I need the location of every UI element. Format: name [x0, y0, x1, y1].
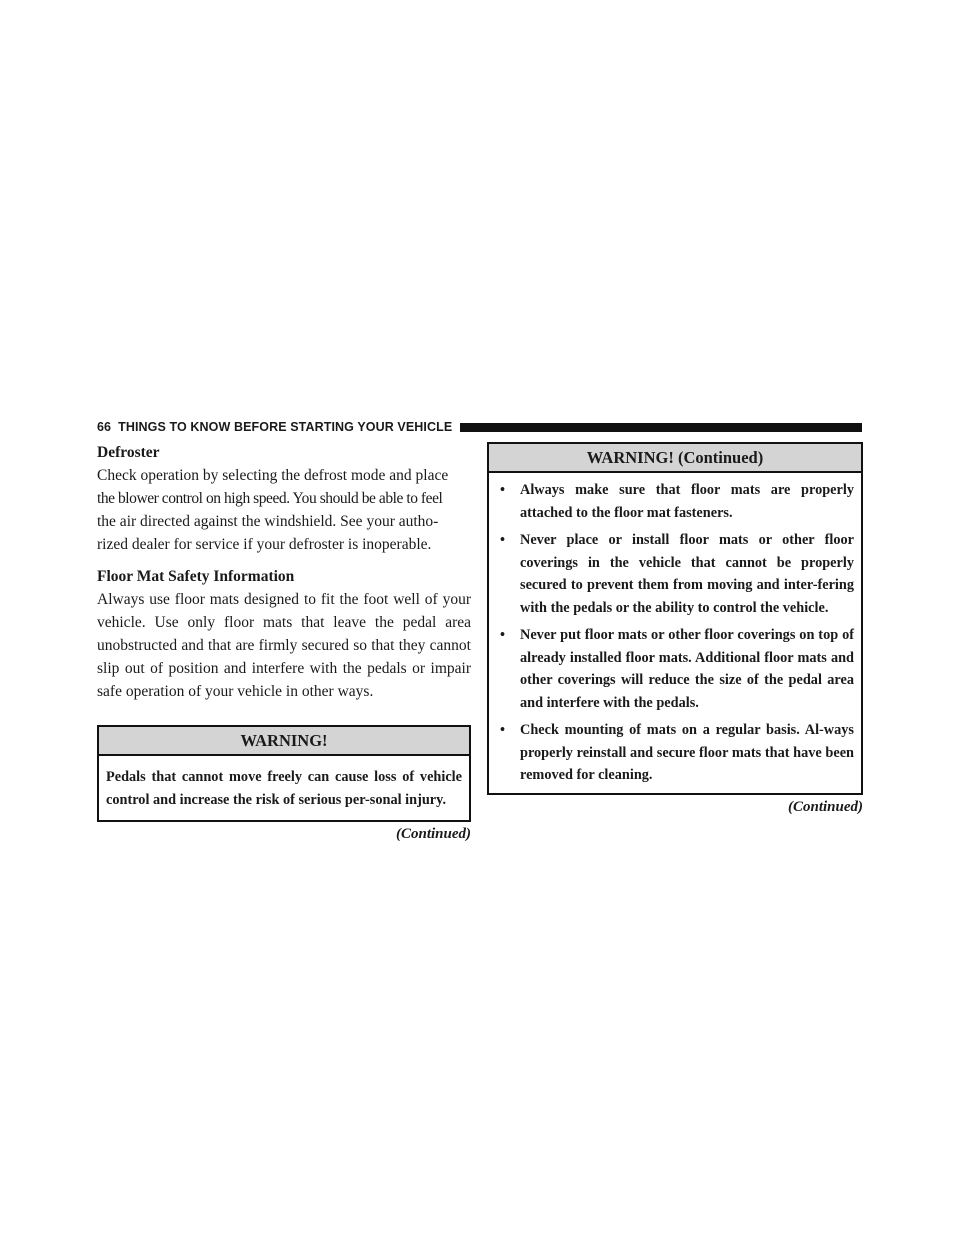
floor-mat-heading: Floor Mat Safety Information	[97, 568, 295, 585]
warning-body: Pedals that cannot move freely can cause loss of vehicle control and increase the risk of serious per-sonal injury.	[106, 769, 462, 808]
right-column	[487, 442, 863, 817]
continued-label: (Continued)	[787, 798, 863, 815]
warning-box-continued	[487, 442, 863, 795]
warning-item	[496, 479, 854, 524]
defroster-line: rized dealer for service if your defroster is inoperable.	[97, 536, 432, 553]
warning-title: WARNING! (Continued)	[489, 444, 861, 473]
page-header	[97, 418, 862, 436]
chapter-title: THINGS TO KNOW BEFORE STARTING YOUR VEHICLE	[118, 420, 453, 434]
defroster-heading: Defroster	[97, 444, 160, 461]
defroster-line: the blower control on high speed. You should be able to feel	[97, 490, 443, 507]
floor-mat-body: Always use floor mats designed to fit the foot well of your vehicle. Use only floor mats that leave the pedal area unobstructed and that are firmly secured so that they cannot slip out of position and interfere with the pedals or impair safe operation of your vehicle in other ways.	[97, 591, 471, 700]
warning-box	[97, 725, 471, 822]
defroster-body	[97, 464, 471, 556]
bullet-icon: •	[500, 722, 506, 738]
defroster-line: the air directed against the windshield. See your autho-	[97, 513, 439, 530]
warning-title: WARNING!	[99, 727, 469, 756]
continued-label: (Continued)	[395, 826, 471, 842]
left-column	[97, 442, 471, 844]
bullet-icon: •	[500, 482, 506, 498]
warning-item-text: Never put floor mats or other floor coverings on top of already installed floor mats. Additional floor mats and other coverings will reduce the size of the pedal area and interfere with the pedals.	[520, 627, 854, 711]
warning-item	[496, 719, 854, 787]
warning-item-text: Never place or install floor mats or other floor coverings in the vehicle that cannot be properly secured to prevent them from moving and inter-fering with the pedals or the ability to control the vehicle.	[520, 532, 854, 616]
warning-list	[489, 473, 861, 793]
warning-item	[496, 529, 854, 619]
warning-item-text: Always make sure that floor mats are properly attached to the floor mat fasteners.	[520, 482, 854, 521]
warning-item	[496, 624, 854, 714]
warning-item-text: Check mounting of mats on a regular basis. Al-ways properly reinstall and secure floor mats that have been removed for cleaning.	[520, 722, 854, 783]
page-number: 66	[97, 420, 112, 434]
bullet-icon: •	[500, 627, 506, 643]
header-rule	[460, 423, 862, 432]
bullet-icon: •	[500, 532, 506, 548]
defroster-line: Check operation by selecting the defrost mode and place	[97, 467, 449, 484]
